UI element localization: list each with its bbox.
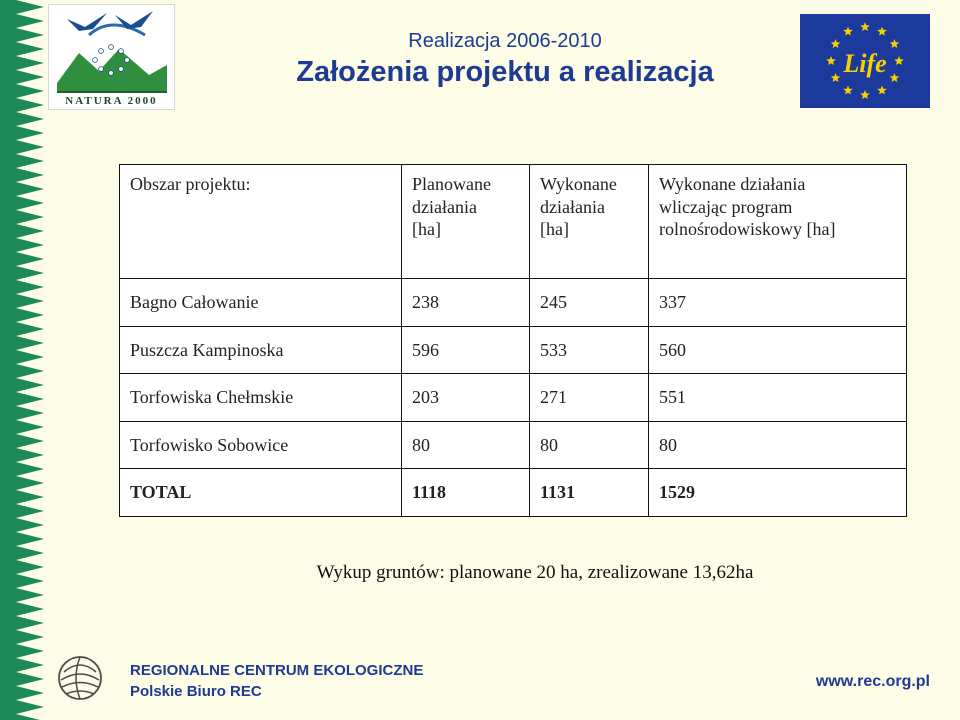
cell-done: 80 xyxy=(530,421,649,469)
table-total-row xyxy=(120,469,907,517)
cell-planned: 596 xyxy=(402,326,530,374)
eu-star-icon xyxy=(831,39,841,48)
eu-star-icon xyxy=(894,56,904,65)
eu-star-icon xyxy=(860,22,870,31)
zigzag-border-icon xyxy=(0,0,48,720)
total-label: TOTAL xyxy=(120,469,402,517)
eu-star-icon xyxy=(860,90,870,99)
table-row xyxy=(120,279,907,327)
cell-done: 533 xyxy=(530,326,649,374)
table-row xyxy=(120,326,907,374)
eu-star-icon xyxy=(877,85,887,94)
header-cell-done-agri xyxy=(649,165,907,279)
natura-2000-logo xyxy=(48,4,175,110)
cell-done: 245 xyxy=(530,279,649,327)
table-header-row xyxy=(120,165,907,279)
page-title: Założenia projektu a realizacja xyxy=(296,56,714,88)
eu-star-icon xyxy=(890,73,900,82)
eu-stars-icon xyxy=(800,14,930,108)
total-done: 1131 xyxy=(530,469,649,517)
cell-done: 271 xyxy=(530,374,649,422)
left-decorative-strip xyxy=(0,0,48,720)
natura-birds-icon xyxy=(49,5,174,109)
header-text: rolnośrodowiskowy [ha] xyxy=(659,219,836,239)
cell-area: Torfowisko Sobowice xyxy=(120,421,402,469)
eu-star-icon xyxy=(826,56,836,65)
header-text: działania xyxy=(540,196,605,217)
eu-star-icon xyxy=(877,27,887,36)
cell-done-agri: 80 xyxy=(649,421,907,469)
header-cell-area xyxy=(120,165,402,279)
eu-life-logo xyxy=(800,14,930,108)
rec-globe-icon xyxy=(56,652,104,704)
table-row xyxy=(120,421,907,469)
page-subtitle: Realizacja 2006-2010 xyxy=(408,30,602,52)
header-text: Wykonane xyxy=(540,174,617,194)
eu-star-icon xyxy=(843,85,853,94)
project-data-table xyxy=(119,164,907,517)
cell-done-agri: 337 xyxy=(649,279,907,327)
total-done-agri: 1529 xyxy=(649,469,907,517)
eu-star-icon xyxy=(831,73,841,82)
cell-area: Bagno Całowanie xyxy=(120,279,402,327)
cell-area: Torfowiska Chełmskie xyxy=(120,374,402,422)
footer-organization xyxy=(130,660,423,702)
footer-website-link[interactable]: www.rec.org.pl xyxy=(815,673,930,690)
eu-star-icon xyxy=(890,39,900,48)
header-cell-planned xyxy=(402,165,530,279)
natura-logo-text: NATURA 2000 xyxy=(65,95,158,107)
footer-org-name: REGIONALNE CENTRUM EKOLOGICZNE xyxy=(130,662,424,679)
cell-planned: 203 xyxy=(402,374,530,422)
cell-done-agri: 560 xyxy=(649,326,907,374)
header-text: Planowane xyxy=(412,174,491,194)
header-text: [ha] xyxy=(540,219,569,239)
header-text: działania xyxy=(412,196,477,217)
eu-star-icon xyxy=(843,27,853,36)
cell-done-agri: 551 xyxy=(649,374,907,422)
total-planned: 1118 xyxy=(402,469,530,517)
land-purchase-note: Wykup gruntów: planowane 20 ha, zrealizowane 13,62ha xyxy=(316,562,754,583)
header-text: wliczając program xyxy=(659,196,793,217)
cell-planned: 80 xyxy=(402,421,530,469)
header-text: Wykonane działania xyxy=(659,174,806,194)
footer-org-office: Polskie Biuro REC xyxy=(130,683,262,700)
header-text: [ha] xyxy=(412,219,441,239)
header-text: Obszar projektu: xyxy=(130,174,251,194)
table-row xyxy=(120,374,907,422)
cell-planned: 238 xyxy=(402,279,530,327)
cell-area: Puszcza Kampinoska xyxy=(120,326,402,374)
header-cell-done xyxy=(530,165,649,279)
life-logo-text: Life xyxy=(843,49,887,78)
